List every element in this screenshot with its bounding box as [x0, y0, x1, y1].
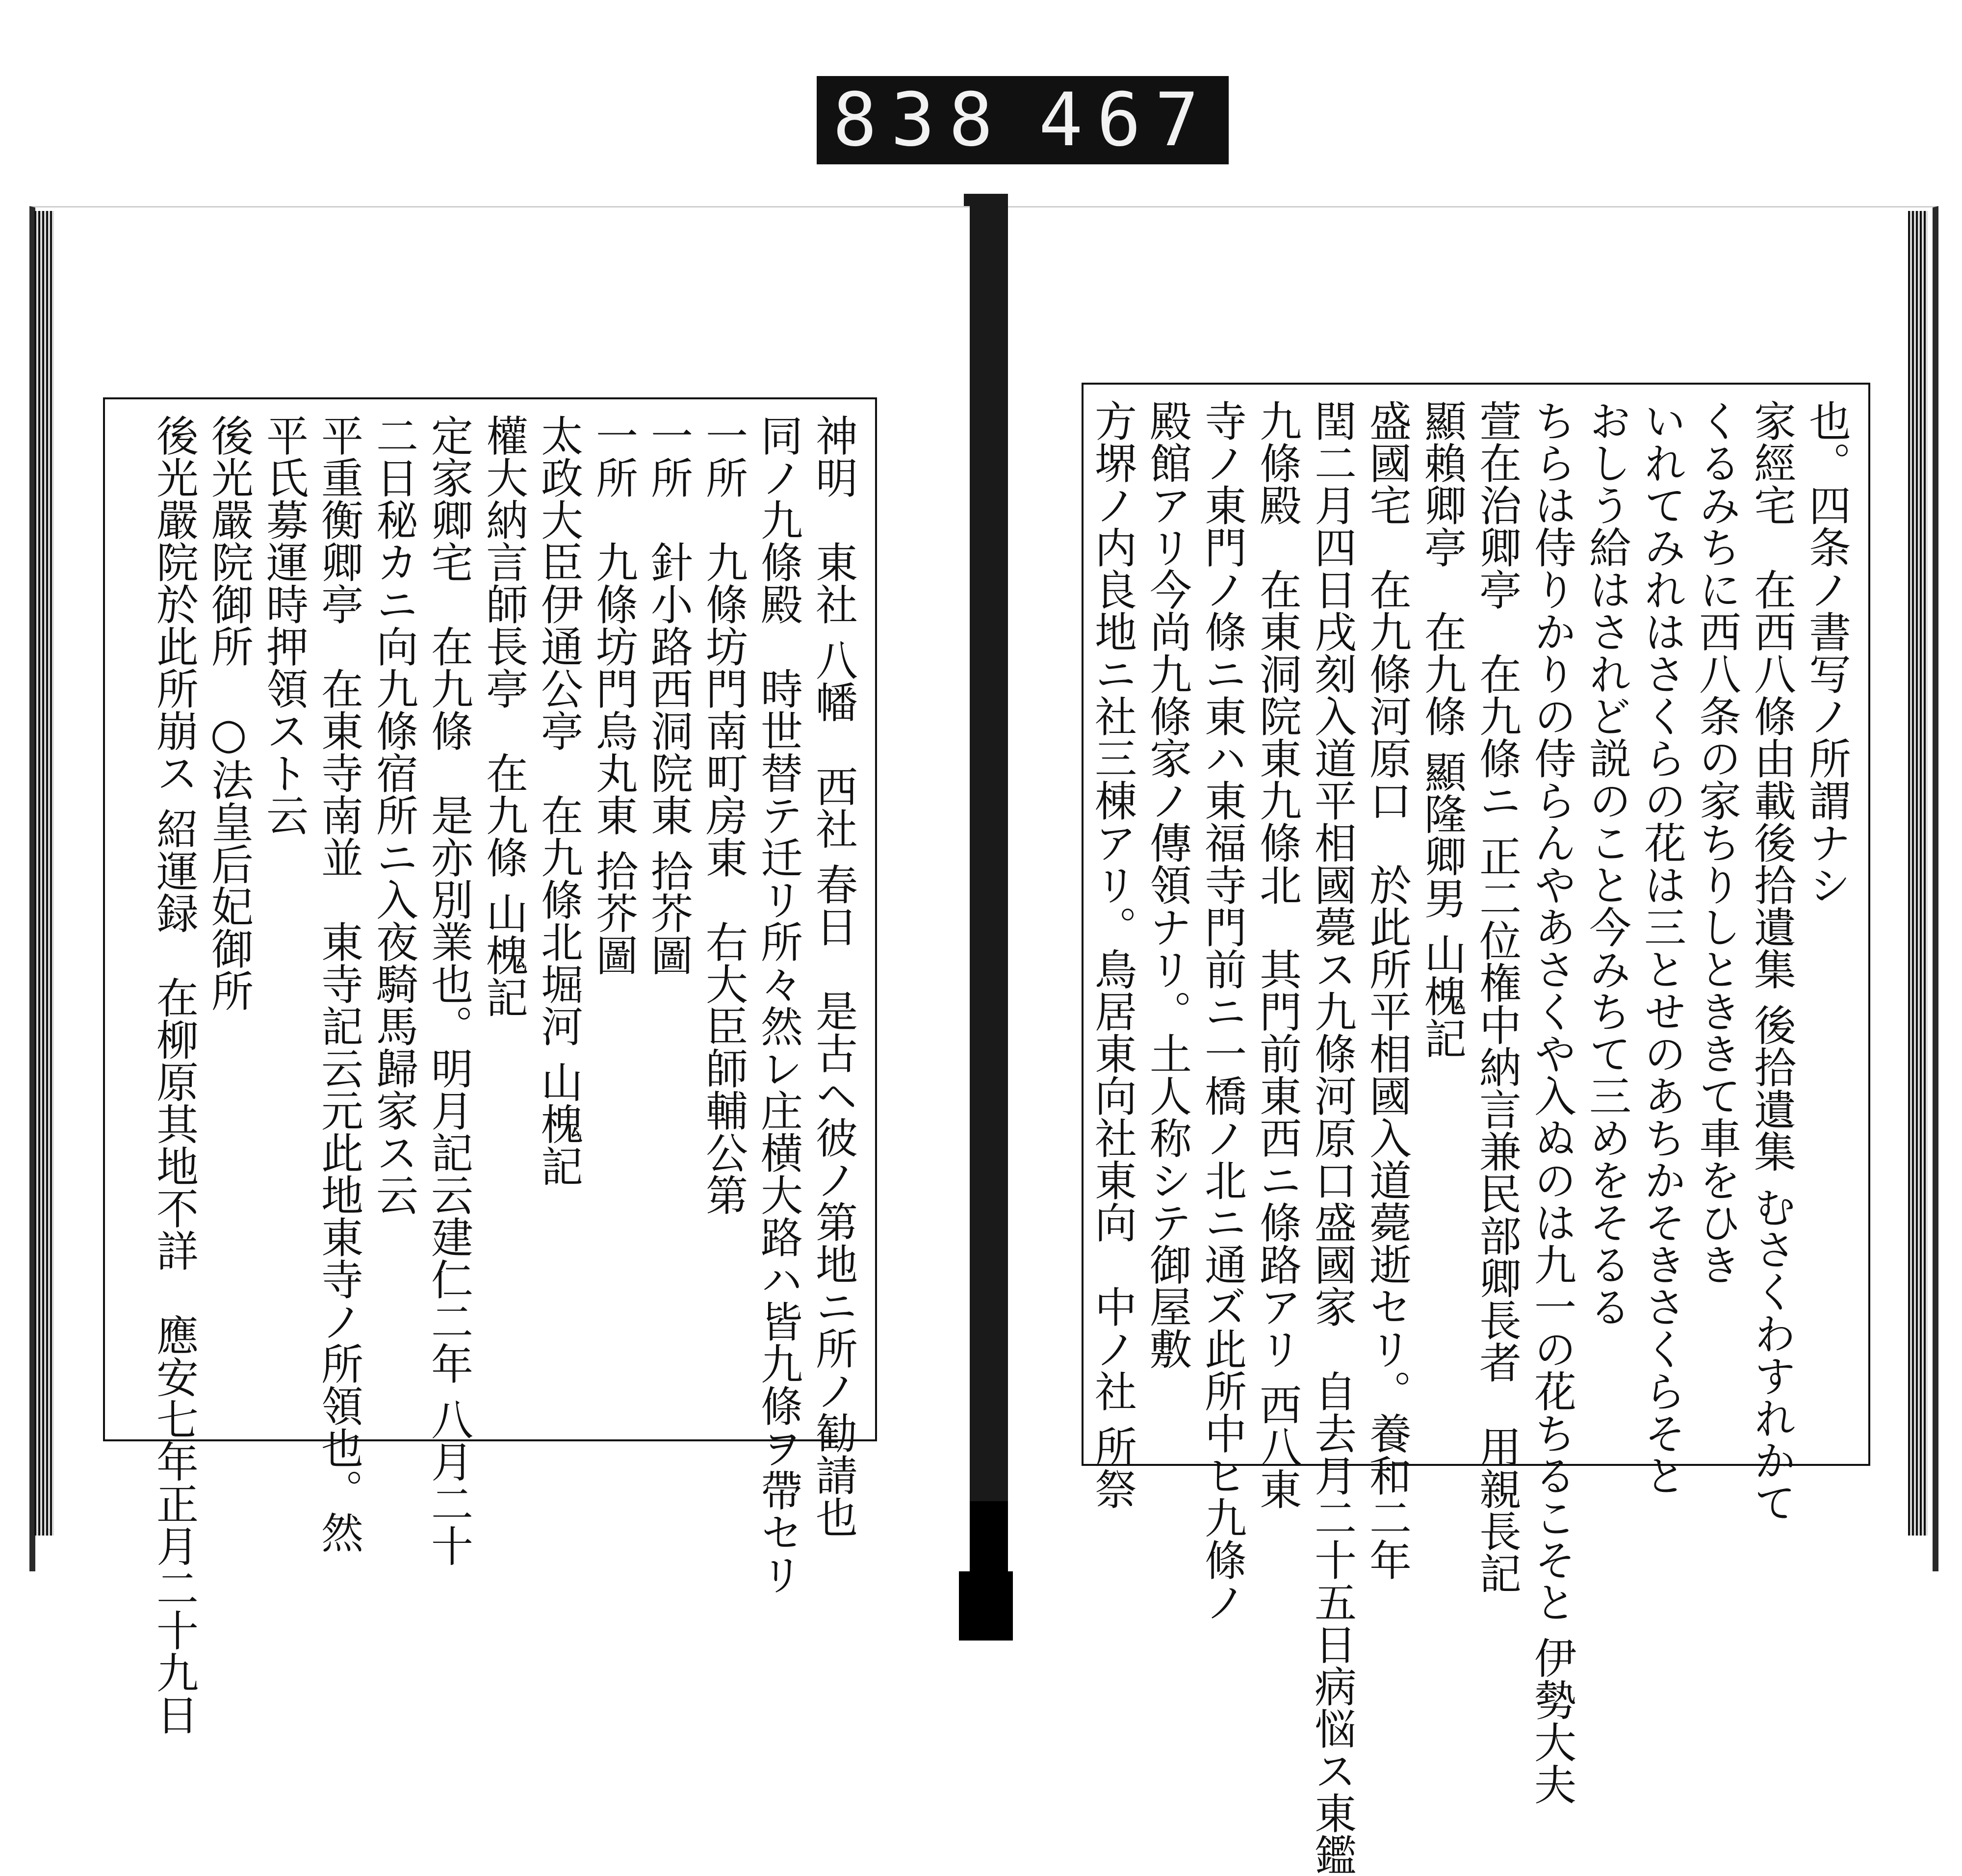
left-column: 神明 東社 八幡 西社 春日 是古ヘ彼ノ第地ニ所ノ勧請也 — [808, 414, 857, 1538]
catalog-number-left: 838 — [832, 78, 1007, 163]
left-column: 權大納言師長亭 在九條 山槐記 — [479, 414, 528, 1018]
right-column: 方堺ノ内良地ニ社三棟アリ。鳥居東向社東向 中ノ社 所祭 — [1087, 399, 1136, 1510]
right-page-edge — [1908, 211, 1928, 1536]
left-column: 一所 針小路西洞院東 拾芥圖 — [644, 414, 693, 976]
left-text-frame — [103, 397, 877, 1736]
left-column: 一所 九條坊門南町房東 右大臣師輔公第 — [698, 414, 748, 1216]
right-column: 閏二月四日戌刻入道平相國薨ス九條河原口盛國家 自去月二十五日病悩ス東鑑 — [1307, 399, 1356, 1876]
right-column: くるみちに西八条の家ちりしとききて車をひき — [1692, 399, 1741, 1285]
left-column: 平重衡卿亭 在東寺南並 東寺記云元此地東寺ノ所領也。然 — [314, 414, 363, 1553]
left-column: 太政大臣伊通公亭 在九條北堀河 山槐記 — [534, 414, 583, 1187]
catalog-label-bar — [817, 76, 1229, 164]
right-column: ちらは侍りかりの侍らんやあさくや入ぬのは九一の花ちるこそと 伊勢大夫 — [1527, 399, 1576, 1805]
left-column: 定家卿宅 在九條 是亦別業也。明月記云建仁二年 八月二十 — [424, 414, 473, 1567]
right-column: おしう給はされど説のこと今みちて三めをそるる — [1582, 399, 1631, 1328]
right-column: 殿館アリ今尚九條家ノ傳領ナリ。土人称シテ御屋敷 — [1142, 399, 1191, 1370]
right-column: 也。四条ノ書写ノ所謂ナシ — [1802, 399, 1851, 906]
catalog-number-right: 467 — [1038, 78, 1213, 163]
right-column: いれてみれはさくらの花は三とせのあちかそきさくらそと — [1637, 399, 1686, 1496]
right-column: 九條殿 在東洞院東九條北 其門前東西ニ條路アリ 西八東 — [1252, 399, 1301, 1510]
right-columns — [1087, 399, 1854, 1876]
left-column: 平氏募運時押領スト云 — [259, 414, 308, 836]
left-column: 同ノ九條殿 時世替テ迁リ所々然レ庄横大路ハ皆九條ヲ帶セリ — [753, 414, 802, 1595]
left-column: 後光嚴院御所 ○法皇后妃御所 — [204, 414, 253, 1012]
left-page-edge — [34, 211, 54, 1536]
right-column: 萱在治卿亭 在九條ニ 正二位権中納言兼民部卿長者 用親長記 — [1472, 399, 1521, 1594]
right-text-frame — [1082, 383, 1870, 1876]
left-column: 二日秘カニ向九條宿所ニ入夜騎馬歸家ス云 — [369, 414, 418, 1216]
right-column: 寺ノ東門ノ條ニ東ハ東福寺門前ニ一橋ノ北ニ通ズ此所中ヒ九條ノ — [1197, 399, 1246, 1623]
right-column: 家經宅 在西八條由載後拾遺集 後拾遺集 むさくわすれかて — [1747, 399, 1796, 1523]
left-column: 後光嚴院於此所崩ス 紹運録 在柳原其地不詳 應安七年正月二十九日 — [149, 414, 198, 1736]
right-column: 顯賴卿亭 在九條 顯隆卿男 山槐記 — [1417, 399, 1466, 1059]
left-columns — [120, 414, 860, 1736]
book-spine-gutter — [964, 194, 1008, 1641]
right-column: 盛國宅 在九條河原口 於此所平相國入道薨逝セリ。養和二年 — [1362, 399, 1411, 1581]
left-column: 一所 九條坊門烏丸東 拾芥圖 — [589, 414, 638, 976]
